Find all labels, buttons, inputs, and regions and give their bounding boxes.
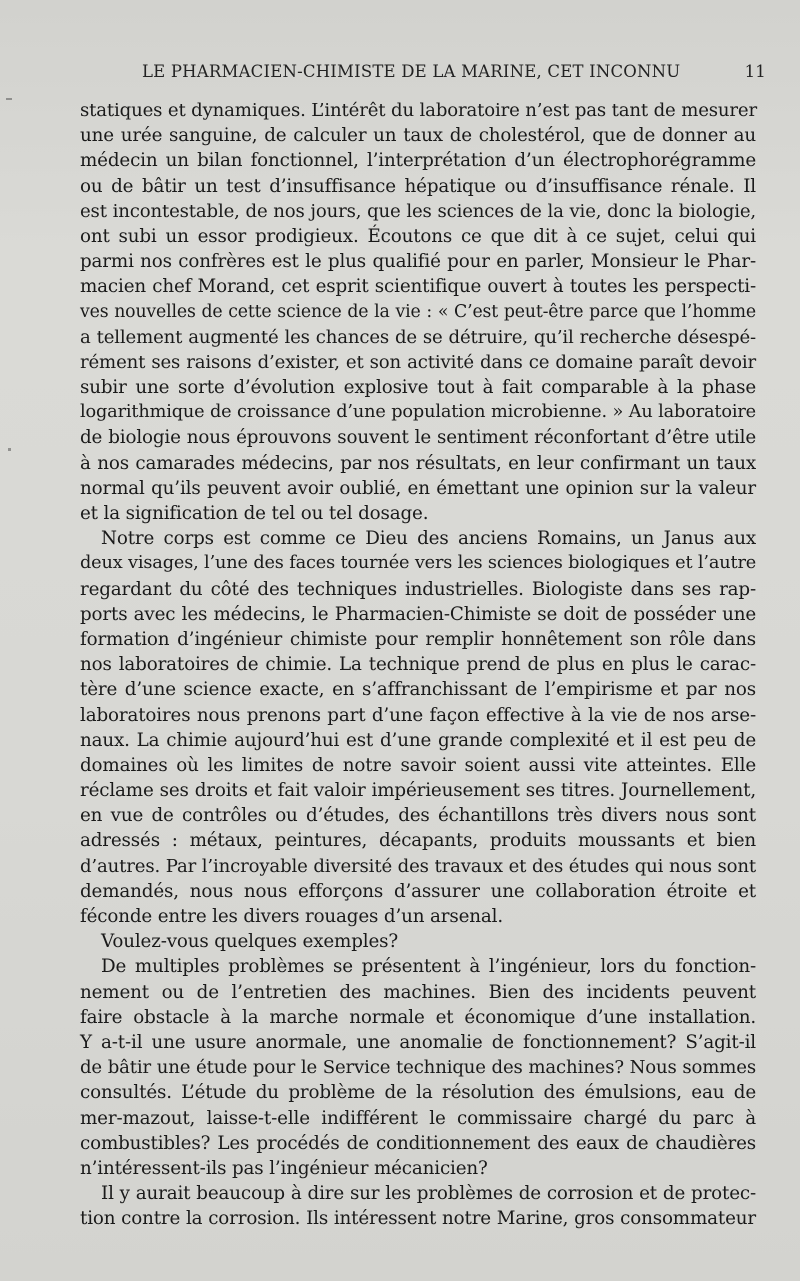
text-line: tère d’une science exacte, en s’affranchissant de l’empirisme et par nos <box>80 679 756 701</box>
text-line: adressés : métaux, peintures, décapants, produits moussants et bien <box>80 830 756 852</box>
text-line: consultés. L’étude du problème de la résolution des émulsions, eau de <box>80 1082 756 1104</box>
text-line: ves nouvelles de cette science de la vie : « C’est peut-être parce que l’homme <box>80 301 756 322</box>
text-line: médecin un bilan fonctionnel, l’interprétation d’un électrophorégramme <box>80 150 756 172</box>
text-line: regardant du côté des techniques industrielles. Biologiste dans ses rap- <box>80 578 756 600</box>
text-line: ou de bâtir un test d’insuffisance hépatique ou d’insuffisance rénale. Il <box>80 175 756 197</box>
text-line: est incontestable, de nos jours, que les sciences de la vie, donc la biologie, <box>80 200 756 222</box>
text-line: n’intéressent-ils pas l’ingénieur mécanicien? <box>80 1157 488 1179</box>
running-header <box>80 62 770 86</box>
text-line: demandés, nous nous efforçons d’assurer une collaboration étroite et <box>80 880 756 902</box>
text-line: De multiples problèmes se présentent à l’ingénieur, lors du fonction- <box>101 956 756 978</box>
text-line: deux visages, l’une des faces tournée vers les sciences biologiques et l’autre <box>80 553 757 574</box>
text-line: domaines où les limites de notre savoir soient aussi vite atteintes. Elle <box>80 754 756 776</box>
paragraph-1 <box>80 98 756 526</box>
text-line: à nos camarades médecins, par nos résultats, en leur confirmant un taux <box>80 452 756 474</box>
text-line: rément ses raisons d’exister, et son activité dans ce domaine paraît devoir <box>80 351 756 373</box>
text-line: de bâtir une étude pour le Service technique des machines? Nous sommes <box>80 1057 756 1079</box>
scan-speck <box>8 448 11 451</box>
text-line: nement ou de l’entretien des machines. Bien des incidents peuvent <box>80 981 756 1003</box>
text-line: statiques et dynamiques. L’intérêt du laboratoire n’est pas tant de mesurer <box>80 100 757 121</box>
text-line: réclame ses droits et fait valoir impérieusement ses titres. Journellement, <box>80 780 756 802</box>
text-line: nos laboratoires de chimie. La technique prend de plus en plus le carac- <box>80 654 756 676</box>
text-line: en vue de contrôles ou d’études, des échantillons très divers nous sont <box>80 805 756 827</box>
text-line: mer-mazout, laisse-t-elle indifférent le commissaire chargé du parc à <box>80 1107 756 1129</box>
paragraph-5 <box>80 1181 756 1231</box>
text-line: laboratoires nous prenons part d’une façon effective à la vie de nos arse- <box>80 704 756 726</box>
text-line: normal qu’ils peuvent avoir oublié, en émettant une opinion sur la valeur <box>80 477 756 499</box>
text-line: Voulez-vous quelques exemples? <box>101 931 399 953</box>
text-line: macien chef Morand, cet esprit scientifique ouvert à toutes les perspecti- <box>80 276 756 298</box>
text-line: de biologie nous éprouvons souvent le sentiment réconfortant d’être utile <box>80 427 756 449</box>
running-title: LE PHARMACIEN-CHIMISTE DE LA MARINE, CET INCONNU <box>142 62 681 81</box>
text-line: logarithmique de croissance d’une population microbienne. » Au laboratoire <box>80 402 756 423</box>
scan-speck <box>6 98 12 100</box>
text-line: féconde entre les divers rouages d’un arsenal. <box>80 906 504 927</box>
text-line: subir une sorte d’évolution explosive tout à fait comparable à la phase <box>80 377 756 399</box>
text-line: Y a-t-il une usure anormale, une anomalie de fonctionnement? S’agit-il <box>80 1031 756 1053</box>
text-line: faire obstacle à la marche normale et économique d’une installation. <box>80 1006 756 1028</box>
text-line: et la signification de tel ou tel dosage. <box>80 503 429 524</box>
text-line: formation d’ingénieur chimiste pour remplir honnêtement son rôle dans <box>80 628 756 650</box>
paragraph-3 <box>80 929 756 954</box>
text-line: tion contre la corrosion. Ils intéressent notre Marine, gros consommateur <box>80 1208 756 1230</box>
paragraph-4 <box>80 954 756 1181</box>
text-line: ont subi un essor prodigieux. Écoutons ce que dit à ce sujet, celui qui <box>80 225 756 247</box>
text-line: a tellement augmenté les chances de se détruire, qu’il recherche désespé- <box>80 326 756 348</box>
page-number: 11 <box>744 62 766 81</box>
text-line: naux. La chimie aujourd’hui est d’une grande complexité et il est peu de <box>80 729 756 751</box>
body-text <box>80 98 756 1231</box>
text-line: parmi nos confrères est le plus qualifié pour en parler, Monsieur le Phar- <box>80 251 756 273</box>
text-line: une urée sanguine, de calculer un taux de cholestérol, que de donner au <box>80 125 756 147</box>
paragraph-2 <box>80 526 756 929</box>
text-line: ports avec les médecins, le Pharmacien-Chimiste se doit de posséder une <box>80 603 756 625</box>
text-line: d’autres. Par l’incroyable diversité des travaux et des études qui nous sont <box>80 855 756 877</box>
text-line: Notre corps est comme ce Dieu des anciens Romains, un Janus aux <box>101 528 756 550</box>
text-line: combustibles? Les procédés de conditionnement des eaux de chaudières <box>80 1132 756 1154</box>
text-line: Il y aurait beaucoup à dire sur les problèmes de corrosion et de protec- <box>101 1183 756 1205</box>
